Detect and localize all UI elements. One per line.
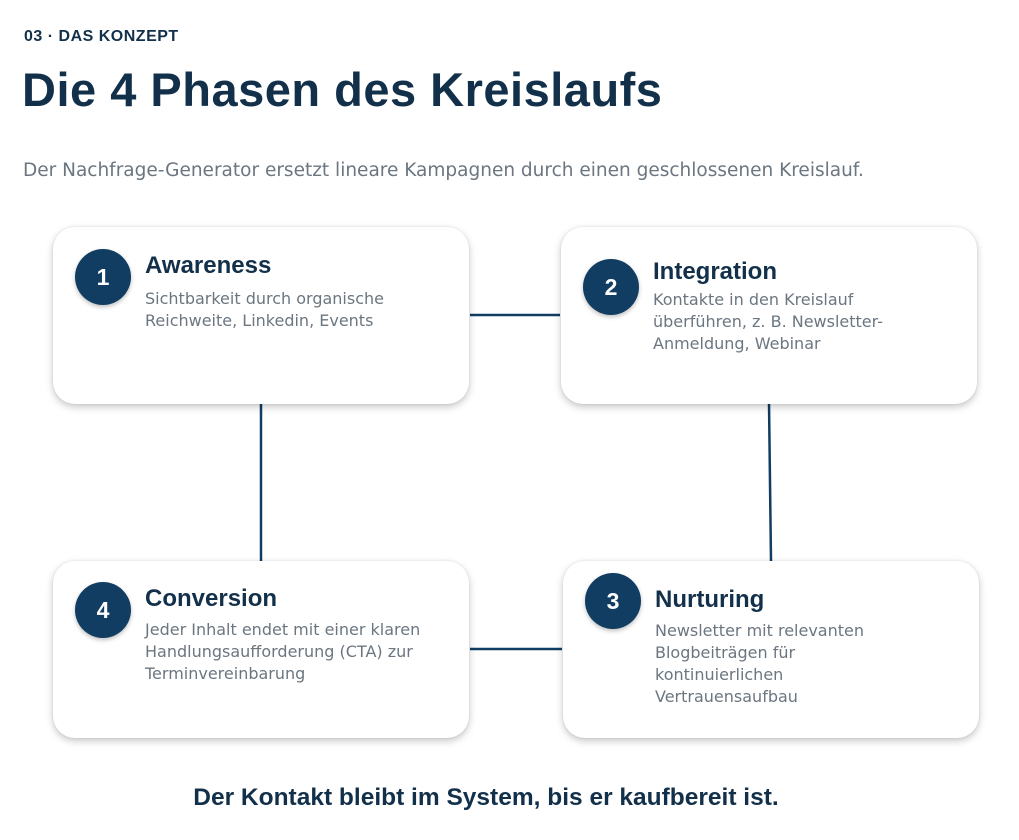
- phase-description: Sichtbarkeit durch organische Reichweite, Linkedin, Events: [145, 289, 384, 330]
- footer-statement: Der Kontakt bleibt im System, bis er kaufbereit ist.: [193, 784, 779, 811]
- phase-card-nurturing: [563, 561, 979, 738]
- phase-title: Conversion: [145, 585, 278, 612]
- phase-number-badge: 4: [75, 582, 131, 638]
- section-eyebrow: 03 · DAS KONZEPT: [24, 28, 179, 45]
- page-title: Die 4 Phasen des Kreislaufs: [22, 63, 663, 116]
- phase-description: Jeder Inhalt endet mit einer klaren Handlungsaufforderung (CTA) zur Terminvereinbarung: [145, 620, 421, 683]
- phase-title: Integration: [653, 258, 777, 285]
- page-subtitle: Der Nachfrage-Generator ersetzt lineare Kampagnen durch einen geschlossenen Kreislauf.: [23, 160, 864, 181]
- phase-number-badge: 3: [585, 573, 641, 629]
- phase-title: Nurturing: [655, 586, 765, 613]
- phase-number-badge: 2: [583, 259, 639, 315]
- phase-number-badge: 1: [75, 249, 131, 305]
- phase-card-conversion: [53, 561, 469, 738]
- phase-description: Newsletter mit relevanten Blogbeiträgen für kontinuierlichen Vertrauensaufbau: [655, 621, 864, 706]
- phase-card-integration: [561, 227, 977, 404]
- phase-title: Awareness: [145, 252, 272, 279]
- connector-2-3: [769, 403, 771, 561]
- phase-card-awareness: [53, 227, 469, 404]
- phase-description: Kontakte in den Kreislauf überführen, z. B. Newsletter-Anmeldung, Webinar: [653, 290, 883, 353]
